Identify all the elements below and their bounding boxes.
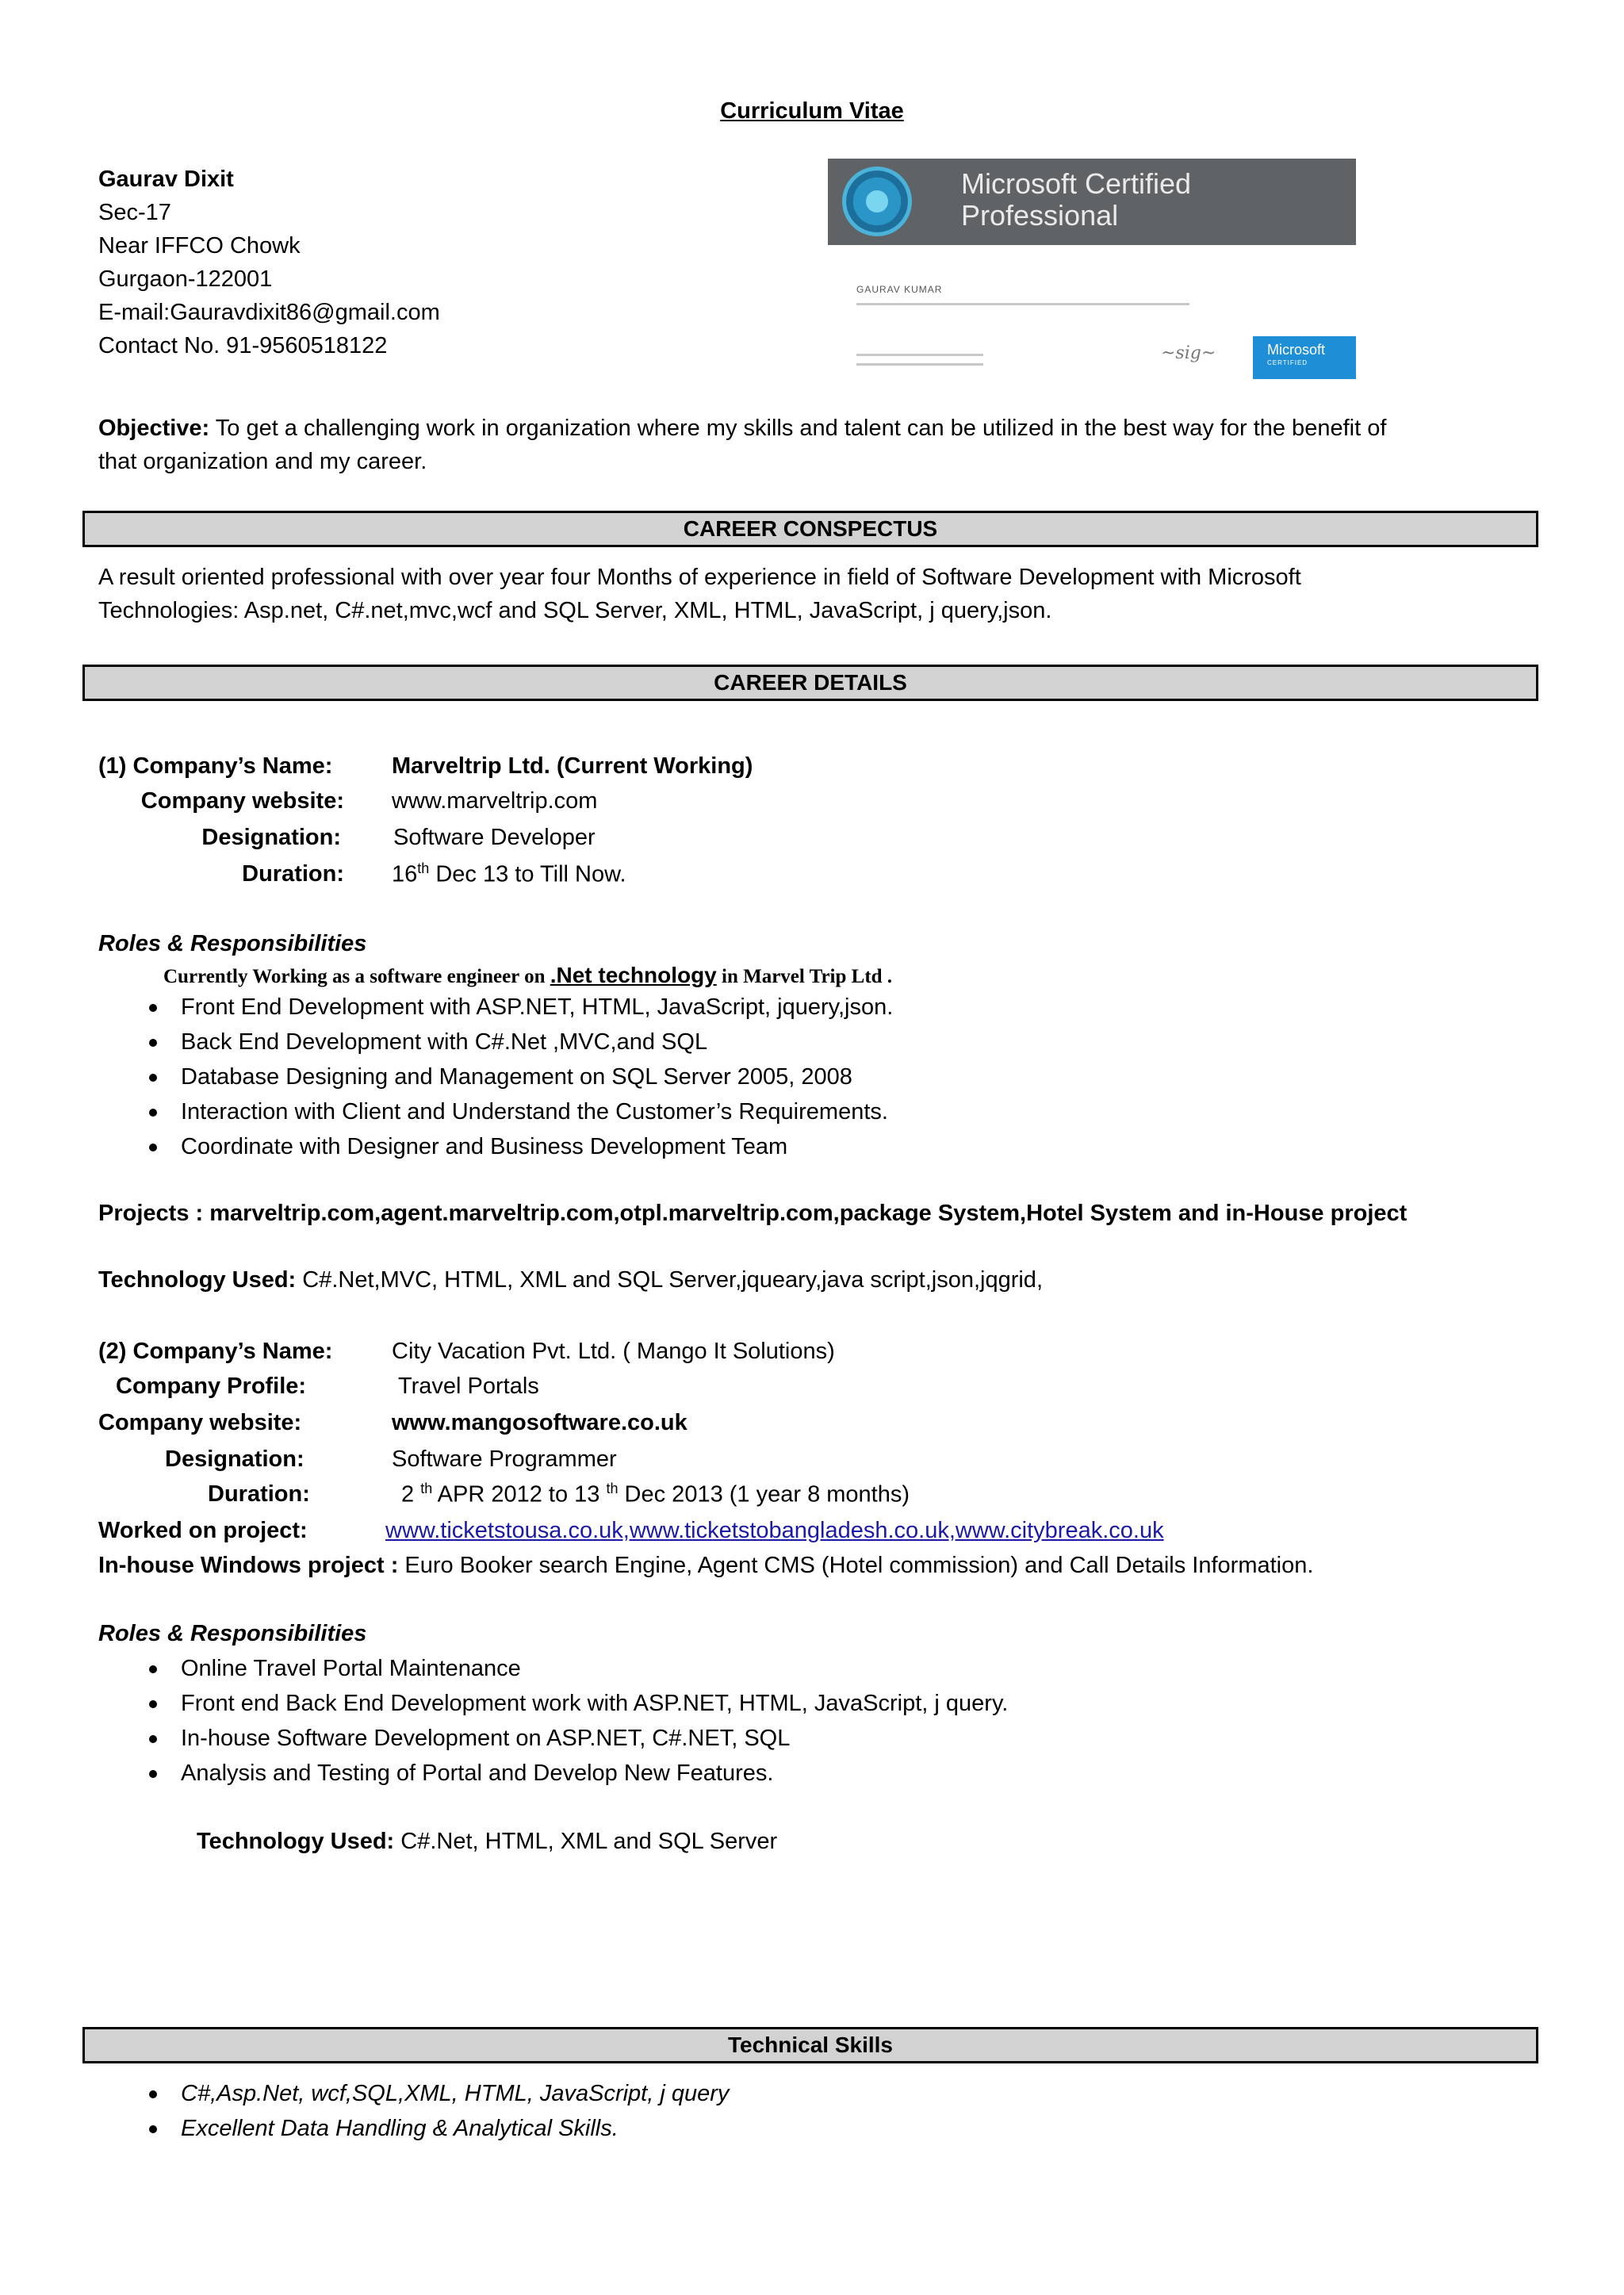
designation: Software Developer <box>393 825 596 850</box>
currently-suffix: in Marvel Trip Ltd . <box>716 966 893 987</box>
candidate-name: Gaurav Dixit <box>98 167 234 192</box>
list-item: Analysis and Testing of Portal and Develop New Features. <box>82 1756 1008 1791</box>
list-item: Front End Development with ASP.NET, HTML, JavaScript, jquery,json. <box>82 990 893 1025</box>
inhouse-project-line <box>98 1551 1313 1580</box>
duration-label: Duration: <box>242 861 344 887</box>
roles-heading: Roles & Responsibilities <box>98 931 367 956</box>
projects-list: marveltrip.com,agent.marveltrip.com,otpl.marveltrip.com,package System,Hotel System and in-House project <box>209 1201 1408 1226</box>
email-address: E-mail:Gauravdixit86@gmail.com <box>98 300 440 325</box>
microsoft-certificate-image <box>828 159 1356 379</box>
objective-text: To get a challenging work in organization where my skills and talent can be utilized in the best way for the benefit of <box>209 416 1387 441</box>
duration-suffix: th <box>417 860 430 876</box>
inhouse-project-text: Euro Booker search Engine, Agent CMS (Hotel commission) and Call Details Information. <box>398 1553 1314 1578</box>
projects-line <box>98 1199 1407 1228</box>
company-profile: Travel Portals <box>398 1374 539 1399</box>
microsoft-badge <box>1253 336 1356 379</box>
career-conspectus-heading: CAREER CONSPECTUS <box>82 511 1538 547</box>
certificate-holder-name: GAURAV KUMAR <box>856 284 943 295</box>
list-item: Coordinate with Designer and Business Development Team <box>82 1129 893 1164</box>
company-profile-label: Company Profile: <box>116 1374 307 1399</box>
certificate-text-line <box>856 354 983 356</box>
technology-used-line <box>197 1827 777 1856</box>
duration-part: 2 <box>401 1481 421 1508</box>
company-website-label: Company website: <box>98 1410 302 1435</box>
list-item: Front end Back End Development work with ASP.NET, HTML, JavaScript, j query. <box>82 1686 1008 1721</box>
technology-list: C#.Net, HTML, XML and SQL Server <box>394 1829 778 1854</box>
company-1-roles-list <box>82 990 893 1164</box>
roles-heading: Roles & Responsibilities <box>98 1621 367 1646</box>
designation: Software Programmer <box>392 1446 617 1472</box>
list-item: C#,Asp.Net, wcf,SQL,XML, HTML, JavaScript, j query <box>82 2076 729 2111</box>
address-landmark: Near IFFCO Chowk <box>98 233 301 259</box>
duration-suffix: th <box>420 1481 433 1496</box>
company-name: City Vacation Pvt. Ltd. ( Mango It Solutions) <box>392 1339 835 1364</box>
designation-label: Designation: <box>201 825 341 850</box>
company-2-roles-list <box>82 1651 1008 1791</box>
list-item: Interaction with Client and Understand the Customer’s Requirements. <box>82 1094 893 1129</box>
duration-part: Dec 2013 (1 year 8 months) <box>618 1481 910 1508</box>
company-website: www.marveltrip.com <box>392 788 598 814</box>
currently-working-line <box>163 961 892 989</box>
worked-on-project-label: Worked on project: <box>98 1518 308 1543</box>
list-item: Excellent Data Handling & Analytical Skills. <box>82 2111 729 2146</box>
technology-label: Technology Used: <box>197 1829 395 1854</box>
technology-label: Technology Used: <box>98 1267 297 1293</box>
badge-sublabel: CERTIFIED <box>1267 358 1308 366</box>
conspectus-line-2: Technologies: Asp.net, C#.net,mvc,wcf and SQL Server, XML, HTML, JavaScript, j query,json. <box>98 598 1052 623</box>
company-name-label: (1) Company’s Name: <box>98 753 333 779</box>
currently-tech: .Net technology <box>550 963 717 987</box>
project-links[interactable]: www.ticketstousa.co.uk,www.ticketstobangladesh.co.uk,www.citybreak.co.uk <box>385 1518 1164 1543</box>
company-name-label: (2) Company’s Name: <box>98 1339 333 1364</box>
signature-image: ~sig~ <box>1161 343 1216 363</box>
badge-label: Microsoft <box>1267 342 1326 358</box>
career-details-heading: CAREER DETAILS <box>82 665 1538 701</box>
address-city: Gurgaon-122001 <box>98 266 273 292</box>
list-item: Database Designing and Management on SQL Server 2005, 2008 <box>82 1059 893 1094</box>
objective-line-1 <box>98 414 1386 443</box>
duration-label: Duration: <box>208 1481 310 1507</box>
certificate-header <box>828 159 1356 245</box>
duration-suffix: th <box>606 1481 619 1496</box>
certificate-heading <box>961 168 1191 232</box>
certificate-text-line <box>856 363 983 366</box>
technology-used-line <box>98 1266 1043 1294</box>
currently-prefix: Currently Working as a software engineer on <box>163 966 550 987</box>
duration-part: APR 2012 to 13 <box>432 1481 607 1508</box>
list-item: Online Travel Portal Maintenance <box>82 1651 1008 1686</box>
technology-list: C#.Net,MVC, HTML, XML and SQL Server,jqueary,java script,json,jqgrid, <box>296 1267 1043 1293</box>
list-item: Back End Development with C#.Net ,MVC,and SQL <box>82 1025 893 1059</box>
technical-skills-heading: Technical Skills <box>82 2027 1538 2063</box>
objective-line-2: that organization and my career. <box>98 449 427 474</box>
globe-logo-icon <box>842 167 912 236</box>
certificate-heading-line2: Professional <box>961 199 1119 232</box>
duration <box>392 860 626 889</box>
technical-skills-list <box>82 2076 729 2146</box>
duration <box>401 1480 910 1509</box>
conspectus-line-1: A result oriented professional with over year four Months of experience in field of Software Development with Microsoft <box>98 565 1301 590</box>
duration-rest: Dec 13 to Till Now. <box>429 861 626 887</box>
address-sector: Sec-17 <box>98 200 171 225</box>
contact-number: Contact No. 91-9560518122 <box>98 333 388 358</box>
certificate-text-line <box>856 303 1189 305</box>
designation-label: Designation: <box>165 1446 304 1472</box>
certificate-heading-line1: Microsoft Certified <box>961 167 1192 200</box>
company-website-label: Company website: <box>140 788 344 814</box>
company-website: www.mangosoftware.co.uk <box>392 1410 688 1435</box>
inhouse-project-label: In-house Windows project : <box>98 1553 399 1578</box>
page-title: Curriculum Vitae <box>720 98 904 124</box>
objective-label: Objective: <box>98 416 210 441</box>
projects-label: Projects : <box>98 1201 210 1226</box>
duration-day: 16 <box>392 861 418 887</box>
list-item: In-house Software Development on ASP.NET, C#.NET, SQL <box>82 1721 1008 1756</box>
company-name: Marveltrip Ltd. (Current Working) <box>392 753 753 779</box>
